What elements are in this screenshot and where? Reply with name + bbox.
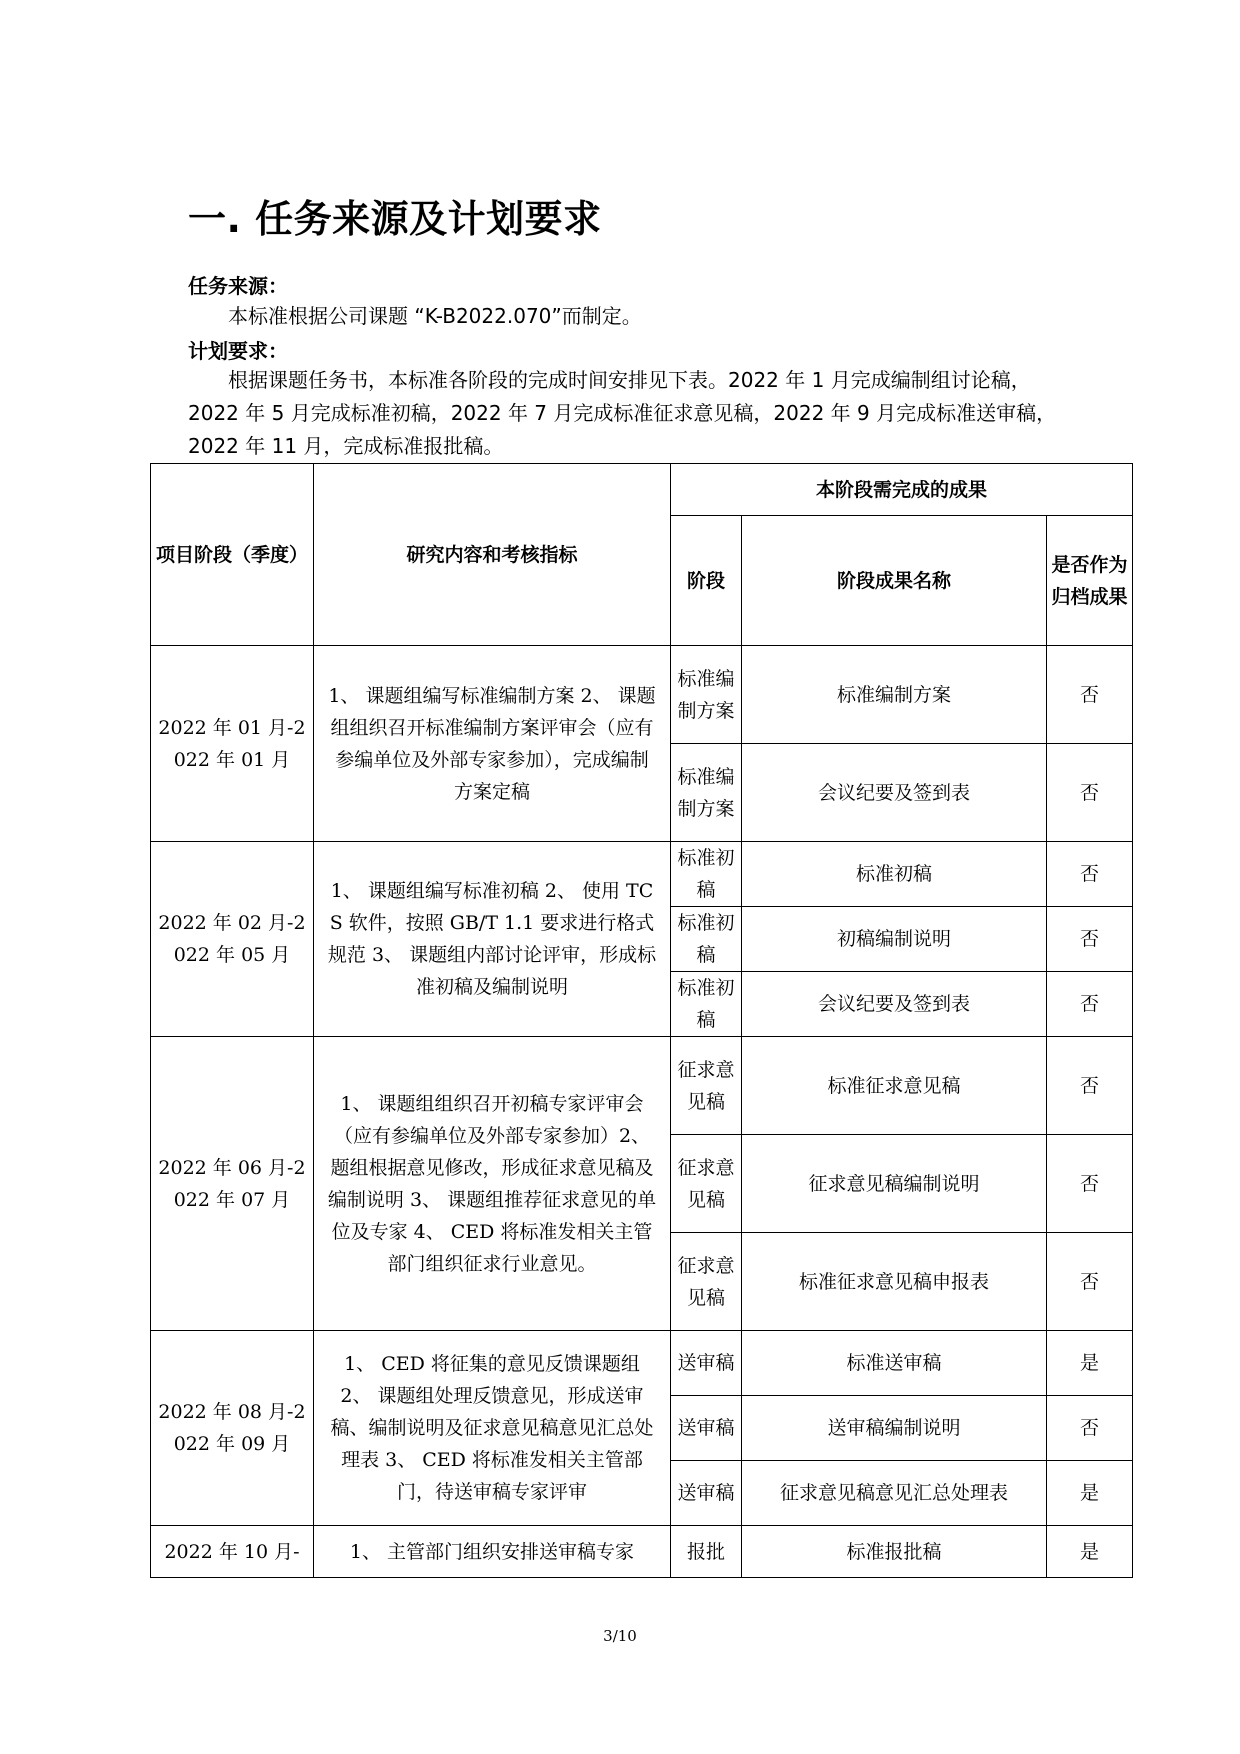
schedule-table [150, 463, 1133, 1578]
page-number: 3/10 [603, 1627, 637, 1645]
task-source-label: 任务来源： [188, 274, 288, 298]
archived-cell: 是 [1047, 1461, 1133, 1526]
stage-cell: 标准初稿 [671, 972, 742, 1037]
archived-cell: 否 [1047, 972, 1133, 1037]
result-name-cell: 征求意见稿意见汇总处理表 [742, 1461, 1047, 1526]
schedule-table-body [151, 646, 1133, 1578]
result-name-cell: 标准送审稿 [742, 1331, 1047, 1396]
result-name-cell: 标准编制方案 [742, 646, 1047, 744]
result-name-cell: 初稿编制说明 [742, 907, 1047, 972]
content-cell: 1、 课题组组织召开初稿专家评审会（应有参编单位及外部专家参加）2、 题组根据意见修改，形成征求意见稿及编制说明 3、 课题组推荐征求意见的单位及专家 4、 CED 将标准发相关主管部门组织征求行业意见。 [314, 1037, 671, 1331]
stage-cell: 标准编制方案 [671, 646, 742, 744]
table-row [151, 1526, 1133, 1578]
content-cell: 1、 课题组编写标准初稿 2、 使用 TCS 软件，按照 GB/T 1.1 要求进行格式规范 3、 课题组内部讨论评审，形成标准初稿及编制说明 [314, 842, 671, 1037]
archived-cell: 否 [1047, 1396, 1133, 1461]
result-name-cell: 标准征求意见稿 [742, 1037, 1047, 1135]
stage-cell: 标准初稿 [671, 842, 742, 907]
plan-requirements-text: 根据课题任务书，本标准各阶段的完成时间安排见下表。2022 年 1 月完成编制组讨论稿，2022 年 5 月完成标准初稿，2022 年 7 月完成标准征求意见稿，2022 年 9 月完成标准送审稿，2022 年 11 月，完成标准报批稿。 [188, 368, 1057, 458]
header-stage: 阶段 [671, 516, 742, 646]
archived-cell: 否 [1047, 1135, 1133, 1233]
stage-cell: 征求意见稿 [671, 1037, 742, 1135]
result-name-cell: 标准报批稿 [742, 1526, 1047, 1578]
table-row [151, 646, 1133, 744]
header-content: 研究内容和考核指标 [314, 464, 671, 646]
period-cell: 2022 年 02 月-2022 年 05 月 [151, 842, 314, 1037]
stage-cell: 送审稿 [671, 1461, 742, 1526]
header-results-group: 本阶段需完成的成果 [671, 464, 1133, 516]
stage-cell: 标准初稿 [671, 907, 742, 972]
result-name-cell: 会议纪要及签到表 [742, 972, 1047, 1037]
header-period: 项目阶段（季度） [151, 464, 314, 646]
stage-cell: 送审稿 [671, 1331, 742, 1396]
table-row [151, 842, 1133, 907]
archived-cell: 否 [1047, 744, 1133, 842]
result-name-cell: 标准征求意见稿申报表 [742, 1233, 1047, 1331]
content-cell: 1、 CED 将征集的意见反馈课题组 2、 课题组处理反馈意见，形成送审稿、编制说明及征求意见稿意见汇总处理表 3、 CED 将标准发相关主管部门，待送审稿专家评审 [314, 1331, 671, 1526]
result-name-cell: 会议纪要及签到表 [742, 744, 1047, 842]
stage-cell: 报批 [671, 1526, 742, 1578]
archived-cell: 否 [1047, 842, 1133, 907]
archived-cell: 是 [1047, 1526, 1133, 1578]
header-archived: 是否作为归档成果 [1047, 516, 1133, 646]
section-title: 一. 任务来源及计划要求 [188, 197, 602, 241]
content-cell: 1、 主管部门组织安排送审稿专家 [314, 1526, 671, 1578]
stage-cell: 标准编制方案 [671, 744, 742, 842]
archived-cell: 是 [1047, 1331, 1133, 1396]
result-name-cell: 标准初稿 [742, 842, 1047, 907]
period-cell: 2022 年 08 月-2022 年 09 月 [151, 1331, 314, 1526]
archived-cell: 否 [1047, 646, 1133, 744]
plan-requirements-label: 计划要求： [188, 339, 288, 363]
period-cell: 2022 年 06 月-2022 年 07 月 [151, 1037, 314, 1331]
archived-cell: 否 [1047, 907, 1133, 972]
stage-cell: 送审稿 [671, 1396, 742, 1461]
period-cell: 2022 年 01 月-2022 年 01 月 [151, 646, 314, 842]
content-cell: 1、 课题组编写标准编制方案 2、 课题组组织召开标准编制方案评审会（应有参编单位及外部专家参加），完成编制方案定稿 [314, 646, 671, 842]
result-name-cell: 征求意见稿编制说明 [742, 1135, 1047, 1233]
header-result-name: 阶段成果名称 [742, 516, 1047, 646]
table-row [151, 1331, 1133, 1396]
result-name-cell: 送审稿编制说明 [742, 1396, 1047, 1461]
table-row [151, 1037, 1133, 1135]
archived-cell: 否 [1047, 1037, 1133, 1135]
period-cell: 2022 年 10 月- [151, 1526, 314, 1578]
stage-cell: 征求意见稿 [671, 1233, 742, 1331]
stage-cell: 征求意见稿 [671, 1135, 742, 1233]
archived-cell: 否 [1047, 1233, 1133, 1331]
task-source-text: 本标准根据公司课题 “K-B2022.070”而制定。 [228, 304, 642, 328]
